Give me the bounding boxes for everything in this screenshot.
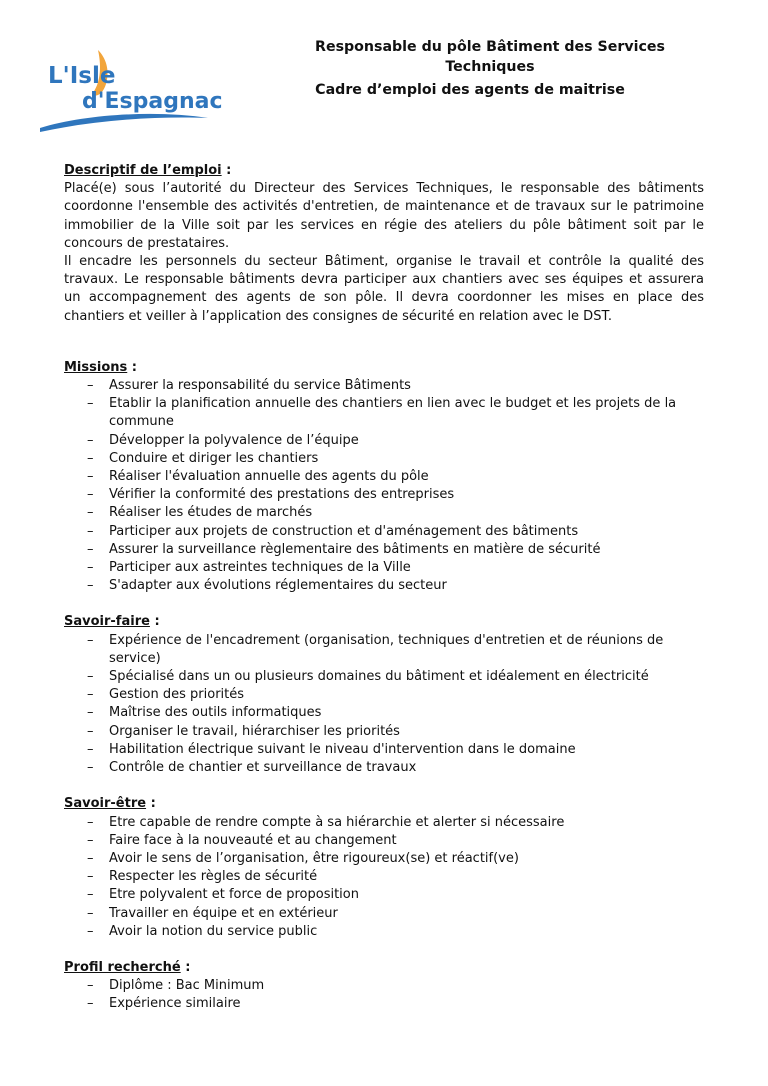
list-item <box>64 450 704 468</box>
list-item-text: Avoir la notion du service public <box>109 923 318 939</box>
list-item-text: Avoir le sens de l’organisation, être rigoureux(se) et réactif(ve) <box>109 850 519 866</box>
list-item <box>64 377 704 395</box>
section-title-descriptif: Descriptif de l’emploi : <box>64 163 232 178</box>
list-item <box>64 814 704 832</box>
dash-bullet: – <box>87 523 94 539</box>
dash-bullet: – <box>87 741 94 757</box>
list-item-text: Faire face à la nouveauté et au changement <box>109 832 397 848</box>
list-item <box>64 668 704 686</box>
dash-bullet: – <box>87 487 94 503</box>
list-item-text: Contrôle de chantier et surveillance de travaux <box>109 760 417 776</box>
dash-bullet: – <box>87 469 94 485</box>
list-item-text: Réaliser les études de marchés <box>109 505 313 521</box>
list-item-text: Participer aux projets de construction et d'aménagement des bâtiments <box>109 523 579 539</box>
dash-bullet: – <box>87 560 94 576</box>
dash-bullet: – <box>87 578 94 594</box>
dash-bullet: – <box>87 505 94 521</box>
job-description-body <box>64 162 704 1014</box>
list-item-text: Vérifier la conformité des prestations des entreprises <box>109 487 455 503</box>
dash-bullet: – <box>87 814 94 830</box>
list-item <box>64 559 704 577</box>
dash-bullet: – <box>87 978 94 994</box>
list-item-text: Respecter les règles de sécurité <box>109 869 318 885</box>
list-item <box>64 995 704 1013</box>
list-item <box>64 741 704 759</box>
list-item <box>64 486 704 504</box>
list-item <box>64 504 704 522</box>
job-title-line1: Responsable du pôle Bâtiment des Services <box>315 39 665 55</box>
list-item <box>64 577 704 595</box>
list-item <box>64 886 704 904</box>
dash-bullet: – <box>87 996 94 1012</box>
dash-bullet: – <box>87 705 94 721</box>
dash-bullet: – <box>87 541 94 557</box>
dash-bullet: – <box>87 432 94 448</box>
dash-bullet: – <box>87 632 94 648</box>
dash-bullet: – <box>87 923 94 939</box>
list-item-text: Organiser le travail, hiérarchiser les priorités <box>109 723 400 739</box>
descriptif-paragraph-1: Placé(e) sous l’autorité du Directeur des Services Techniques, le responsable des bâtiments coordonne l'ensemble des activités d'entretien, de maintenance et de travaux sur le patrimoine immobilier de la Ville soit par les services en régie des ateliers du pôle bâtiment soit par le concours de prestataires. <box>64 181 704 251</box>
dash-bullet: – <box>87 869 94 885</box>
list-item <box>64 759 704 777</box>
dash-bullet: – <box>87 687 94 703</box>
list-item-text: Etre capable de rendre compte à sa hiérarchie et alerter si nécessaire <box>109 814 565 830</box>
savoir-etre-list <box>64 814 704 941</box>
list-item <box>64 523 704 541</box>
list-item-text: Expérience de l'encadrement (organisation, techniques d'entretien et de réunions de service) <box>109 632 664 666</box>
list-item <box>64 977 704 995</box>
list-item-text: Conduire et diriger les chantiers <box>109 450 319 466</box>
section-title-profil: Profil recherché : <box>64 959 191 975</box>
list-item-text: Expérience similaire <box>109 996 241 1012</box>
list-item-text: Développer la polyvalence de l’équipe <box>109 432 359 448</box>
logo-line1: L'Isle <box>48 63 116 89</box>
list-item-text: Spécialisé dans un ou plusieurs domaines du bâtiment et idéalement en électricité <box>109 669 649 685</box>
dash-bullet: – <box>87 396 94 412</box>
dash-bullet: – <box>87 378 94 394</box>
job-subtitle: Cadre d’emploi des agents de maitrise <box>315 82 625 98</box>
dash-bullet: – <box>87 450 94 466</box>
list-item <box>64 923 704 941</box>
dash-bullet: – <box>87 832 94 848</box>
list-item <box>64 850 704 868</box>
dash-bullet: – <box>87 669 94 685</box>
list-item <box>64 868 704 886</box>
list-item <box>64 686 704 704</box>
list-item <box>64 723 704 741</box>
section-title-missions: Missions : <box>64 359 137 375</box>
list-item-text: Travailler en équipe et en extérieur <box>109 905 338 921</box>
list-item-text: S'adapter aux évolutions réglementaires du secteur <box>109 578 447 594</box>
section-title-savoir-faire: Savoir-faire : <box>64 614 160 630</box>
list-item <box>64 704 704 722</box>
section-title-savoir-etre: Savoir-être : <box>64 796 156 812</box>
dash-bullet: – <box>87 760 94 776</box>
list-item-text: Maîtrise des outils informatiques <box>109 705 322 721</box>
list-item <box>64 541 704 559</box>
profil-list <box>64 977 704 1013</box>
list-item <box>64 632 704 668</box>
descriptif-paragraph-2: Il encadre les personnels du secteur Bâtiment, organise le travail et contrôle la qualité des travaux. Le responsable bâtiments devra participer aux chantiers avec ses équipes et assurera un accompagnement des agents de son pôle. Il devra coordonner les mises en place des chantiers et veiller à l’application des consignes de sécurité en relation avec le DST. <box>64 254 704 324</box>
list-item-text: Etre polyvalent et force de proposition <box>109 887 359 903</box>
list-item <box>64 905 704 923</box>
list-item <box>64 395 704 431</box>
list-item-text: Assurer la responsabilité du service Bâtiments <box>109 378 411 394</box>
list-item <box>64 468 704 486</box>
dash-bullet: – <box>87 850 94 866</box>
logo-line2: d'Espagnac <box>82 89 223 114</box>
savoir-faire-list <box>64 632 704 778</box>
list-item-text: Diplôme : Bac Minimum <box>109 978 265 994</box>
list-item-text: Habilitation électrique suivant le niveau d'intervention dans le domaine <box>109 741 576 757</box>
job-title-line2: Techniques <box>445 59 535 75</box>
dash-bullet: – <box>87 905 94 921</box>
list-item-text: Assurer la surveillance règlementaire des bâtiments en matière de sécurité <box>109 541 601 557</box>
list-item-text: Réaliser l'évaluation annuelle des agents du pôle <box>109 469 429 485</box>
job-title <box>260 37 720 77</box>
list-item-text: Etablir la planification annuelle des chantiers en lien avec le budget et les projets de la commune <box>109 396 677 430</box>
dash-bullet: – <box>87 723 94 739</box>
list-item <box>64 832 704 850</box>
list-item <box>64 432 704 450</box>
dash-bullet: – <box>87 887 94 903</box>
missions-list <box>64 377 704 595</box>
list-item-text: Participer aux astreintes techniques de la Ville <box>109 560 411 576</box>
town-logo <box>36 44 223 136</box>
list-item-text: Gestion des priorités <box>109 687 245 703</box>
